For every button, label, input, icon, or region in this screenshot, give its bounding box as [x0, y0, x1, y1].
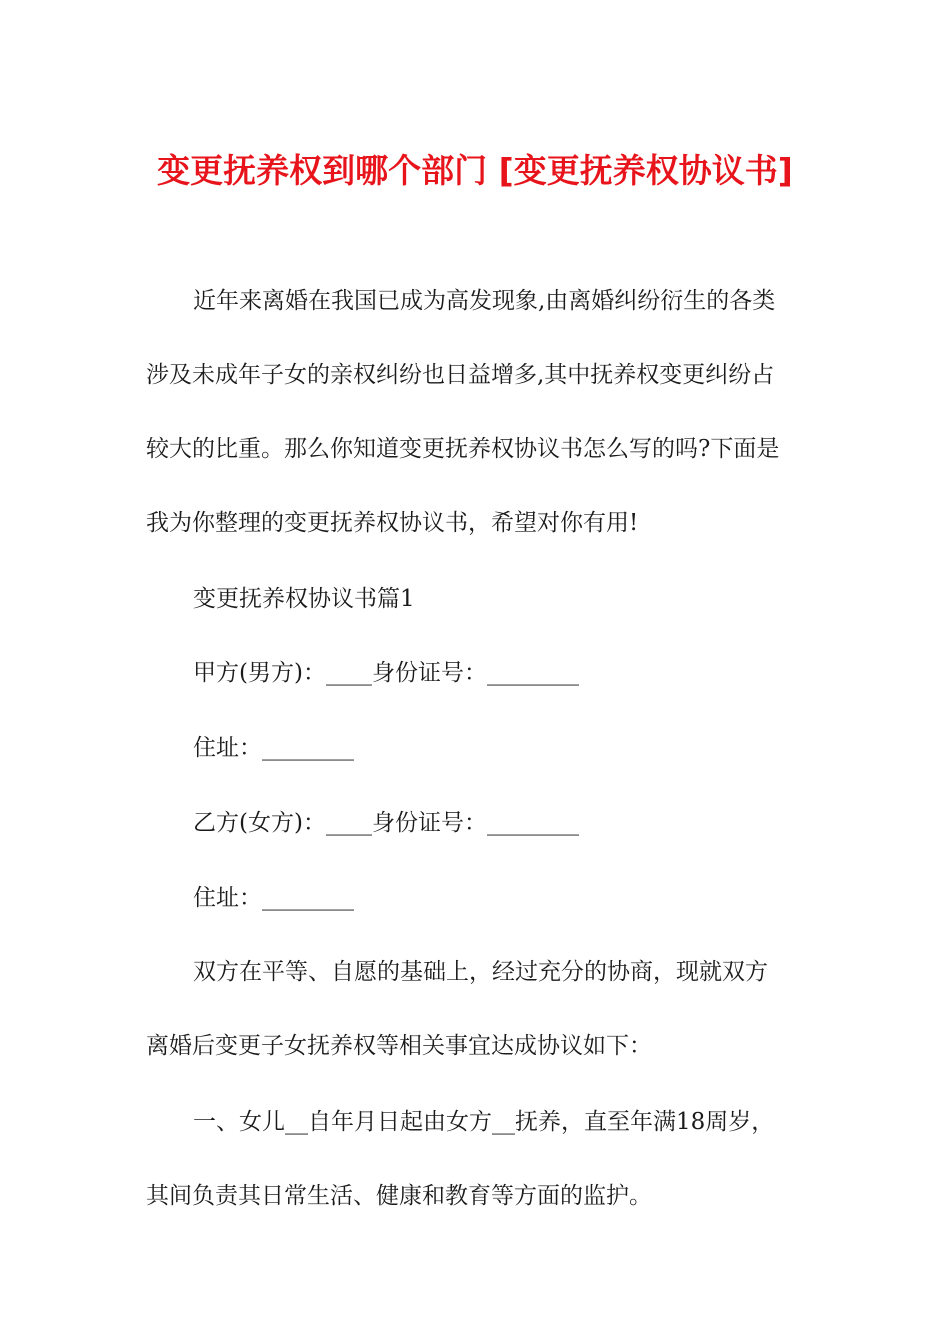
section-heading: 变更抚养权协议书篇1 [193, 586, 415, 612]
intro-line-4: 我为你整理的变更抚养权协议书，希望对你有用! [146, 510, 639, 536]
party-a-address: 住址：________ [193, 735, 354, 761]
document-title: 变更抚养权到哪个部门 [变更抚养权协议书] [157, 151, 793, 190]
party-b-address: 住址：________ [193, 885, 354, 911]
intro-line-2: 涉及未成年子女的亲权纠纷也日益增多,其中抚养权变更纠纷占 [146, 362, 775, 388]
clause-one-line-2: 其间负责其日常生活、健康和教育等方面的监护。 [146, 1183, 652, 1209]
party-b-line: 乙方(女方)：____身份证号：________ [193, 810, 579, 836]
intro-line-3: 较大的比重。那么你知道变更抚养权协议书怎么写的吗?下面是 [146, 436, 780, 462]
clause-one-line-1: 一、女儿__自年月日起由女方__抚养，直至年满18周岁， [193, 1109, 775, 1135]
agreement-line-1: 双方在平等、自愿的基础上，经过充分的协商，现就双方 [193, 959, 768, 985]
intro-line-1: 近年来离婚在我国已成为高发现象,由离婚纠纷衍生的各类 [193, 288, 776, 314]
party-a-line: 甲方(男方)：____身份证号：________ [193, 660, 579, 686]
agreement-line-2: 离婚后变更子女抚养权等相关事宜达成协议如下： [146, 1033, 652, 1059]
